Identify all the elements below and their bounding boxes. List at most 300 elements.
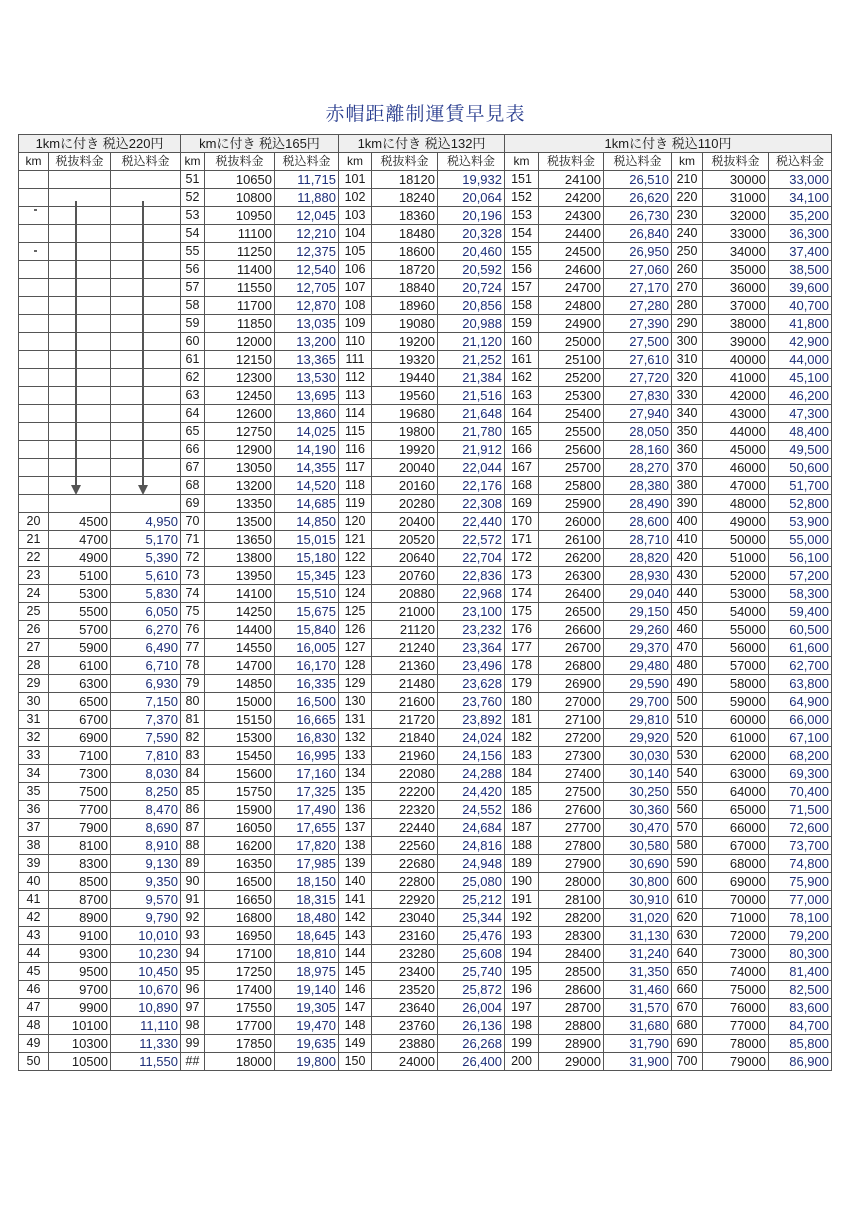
incl-tax-header: 税込料金 — [769, 153, 832, 171]
pre-tax-cell: 5100 — [49, 567, 111, 585]
incl-tax-cell: 27,720 — [604, 369, 672, 387]
table-row — [19, 855, 832, 873]
pre-tax-cell: 14550 — [205, 639, 275, 657]
table-row — [19, 783, 832, 801]
km-cell: 72 — [181, 549, 205, 567]
pre-tax-cell: 24200 — [539, 189, 604, 207]
km-cell: 119 — [339, 495, 372, 513]
km-cell: 92 — [181, 909, 205, 927]
km-cell: 25 — [19, 603, 49, 621]
incl-tax-cell: 25,872 — [438, 981, 505, 999]
km-cell: 174 — [505, 585, 539, 603]
pre-tax-cell: 14100 — [205, 585, 275, 603]
pre-tax-cell: 23280 — [372, 945, 438, 963]
pre-tax-header: 税抜料金 — [205, 153, 275, 171]
pre-tax-cell: 10300 — [49, 1035, 111, 1053]
km-cell: 73 — [181, 567, 205, 585]
incl-tax-cell: 30,360 — [604, 801, 672, 819]
incl-tax-cell: 79,200 — [769, 927, 832, 945]
km-cell: 30 — [19, 693, 49, 711]
incl-tax-cell: 30,910 — [604, 891, 672, 909]
pre-tax-header: 税抜料金 — [49, 153, 111, 171]
incl-tax-cell: 26,950 — [604, 243, 672, 261]
km-cell: 530 — [672, 747, 703, 765]
incl-tax-cell: 11,330 — [111, 1035, 181, 1053]
km-cell: 410 — [672, 531, 703, 549]
km-cell: 68 — [181, 477, 205, 495]
pre-tax-cell: 68000 — [703, 855, 769, 873]
incl-tax-cell: 17,325 — [275, 783, 339, 801]
pre-tax-cell: 14400 — [205, 621, 275, 639]
km-cell: 133 — [339, 747, 372, 765]
km-cell: 280 — [672, 297, 703, 315]
km-cell: 145 — [339, 963, 372, 981]
km-cell: 79 — [181, 675, 205, 693]
incl-tax-cell: 23,100 — [438, 603, 505, 621]
pre-tax-cell: 20520 — [372, 531, 438, 549]
column-header-row — [19, 153, 832, 171]
incl-tax-cell: 26,510 — [604, 171, 672, 189]
pre-tax-cell: 36000 — [703, 279, 769, 297]
km-cell: 50 — [19, 1053, 49, 1071]
incl-tax-cell: 8,910 — [111, 837, 181, 855]
incl-tax-cell: 27,940 — [604, 405, 672, 423]
pre-tax-cell: 28800 — [539, 1017, 604, 1035]
table-row — [19, 567, 832, 585]
incl-tax-cell: 29,920 — [604, 729, 672, 747]
pre-tax-cell: 25500 — [539, 423, 604, 441]
pre-tax-cell: 60000 — [703, 711, 769, 729]
incl-tax-cell: 59,400 — [769, 603, 832, 621]
pre-tax-cell: 51000 — [703, 549, 769, 567]
km-cell: 162 — [505, 369, 539, 387]
incl-tax-cell: 27,170 — [604, 279, 672, 297]
incl-tax-cell: 29,810 — [604, 711, 672, 729]
incl-tax-cell: 11,880 — [275, 189, 339, 207]
km-cell: 200 — [505, 1053, 539, 1071]
km-cell: 390 — [672, 495, 703, 513]
table-row — [19, 369, 832, 387]
km-cell: 130 — [339, 693, 372, 711]
incl-tax-cell: 70,400 — [769, 783, 832, 801]
pre-tax-cell: 24100 — [539, 171, 604, 189]
km-cell: 450 — [672, 603, 703, 621]
km-cell: 70 — [181, 513, 205, 531]
km-cell: 147 — [339, 999, 372, 1017]
pre-tax-cell: 71000 — [703, 909, 769, 927]
incl-tax-cell: 6,270 — [111, 621, 181, 639]
km-cell: 181 — [505, 711, 539, 729]
pre-tax-cell: 76000 — [703, 999, 769, 1017]
pre-tax-cell: 26600 — [539, 621, 604, 639]
incl-tax-cell: 8,690 — [111, 819, 181, 837]
incl-tax-cell — [111, 495, 181, 513]
incl-tax-cell: 7,370 — [111, 711, 181, 729]
km-cell — [19, 333, 49, 351]
pre-tax-cell: 49000 — [703, 513, 769, 531]
pre-tax-cell: 13800 — [205, 549, 275, 567]
pre-tax-cell: 19200 — [372, 333, 438, 351]
km-cell: 31 — [19, 711, 49, 729]
km-cell: 43 — [19, 927, 49, 945]
incl-tax-cell: 24,948 — [438, 855, 505, 873]
incl-tax-cell: 21,648 — [438, 405, 505, 423]
km-cell: 350 — [672, 423, 703, 441]
pre-tax-cell: 24300 — [539, 207, 604, 225]
incl-tax-cell: 26,620 — [604, 189, 672, 207]
incl-tax-cell: 69,300 — [769, 765, 832, 783]
km-cell: 170 — [505, 513, 539, 531]
km-cell: 32 — [19, 729, 49, 747]
incl-tax-cell — [111, 333, 181, 351]
km-cell: 193 — [505, 927, 539, 945]
pre-tax-cell: 16200 — [205, 837, 275, 855]
pre-tax-cell: 15150 — [205, 711, 275, 729]
km-cell: 460 — [672, 621, 703, 639]
incl-tax-cell: 20,988 — [438, 315, 505, 333]
pre-tax-cell: 18960 — [372, 297, 438, 315]
km-cell: 177 — [505, 639, 539, 657]
incl-tax-cell: 67,100 — [769, 729, 832, 747]
pre-tax-cell: 25100 — [539, 351, 604, 369]
km-cell: 55 — [181, 243, 205, 261]
pre-tax-cell: 70000 — [703, 891, 769, 909]
km-cell: 186 — [505, 801, 539, 819]
km-cell: 400 — [672, 513, 703, 531]
km-cell: 290 — [672, 315, 703, 333]
pre-tax-cell: 27900 — [539, 855, 604, 873]
pre-tax-cell: 28400 — [539, 945, 604, 963]
km-cell: 168 — [505, 477, 539, 495]
km-cell: 500 — [672, 693, 703, 711]
km-cell: 165 — [505, 423, 539, 441]
km-cell — [19, 495, 49, 513]
incl-tax-cell: 5,390 — [111, 549, 181, 567]
km-cell: 250 — [672, 243, 703, 261]
incl-tax-cell: 18,810 — [275, 945, 339, 963]
pre-tax-cell: 23640 — [372, 999, 438, 1017]
incl-tax-cell: 27,500 — [604, 333, 672, 351]
pre-tax-cell: 7900 — [49, 819, 111, 837]
pre-tax-cell: 11550 — [205, 279, 275, 297]
incl-tax-cell: 35,200 — [769, 207, 832, 225]
pre-tax-cell: 48000 — [703, 495, 769, 513]
incl-tax-cell: 20,724 — [438, 279, 505, 297]
pre-tax-header: 税抜料金 — [703, 153, 769, 171]
incl-tax-cell: 31,460 — [604, 981, 672, 999]
incl-tax-cell: 51,700 — [769, 477, 832, 495]
incl-tax-cell — [111, 351, 181, 369]
incl-tax-cell: 24,816 — [438, 837, 505, 855]
incl-tax-cell — [111, 279, 181, 297]
km-cell: 490 — [672, 675, 703, 693]
pre-tax-cell: 8500 — [49, 873, 111, 891]
km-cell: 159 — [505, 315, 539, 333]
km-cell: 51 — [181, 171, 205, 189]
pre-tax-cell: 57000 — [703, 657, 769, 675]
pre-tax-cell: 65000 — [703, 801, 769, 819]
pre-tax-cell: 20640 — [372, 549, 438, 567]
pre-tax-cell: 21000 — [372, 603, 438, 621]
km-cell — [19, 369, 49, 387]
km-cell: 40 — [19, 873, 49, 891]
incl-tax-cell: 26,136 — [438, 1017, 505, 1035]
pre-tax-cell: 11700 — [205, 297, 275, 315]
km-cell: 630 — [672, 927, 703, 945]
incl-tax-cell: 82,500 — [769, 981, 832, 999]
pre-tax-cell: 43000 — [703, 405, 769, 423]
km-cell: 136 — [339, 801, 372, 819]
pre-tax-cell — [49, 315, 111, 333]
incl-tax-cell: 12,375 — [275, 243, 339, 261]
pre-tax-cell: 8100 — [49, 837, 111, 855]
incl-tax-cell: 4,950 — [111, 513, 181, 531]
table-row — [19, 711, 832, 729]
incl-tax-cell: 24,288 — [438, 765, 505, 783]
pre-tax-header: 税抜料金 — [372, 153, 438, 171]
incl-tax-cell: 56,100 — [769, 549, 832, 567]
km-cell: 22 — [19, 549, 49, 567]
pre-tax-cell: 19680 — [372, 405, 438, 423]
pre-tax-cell: 10950 — [205, 207, 275, 225]
pre-tax-cell — [49, 207, 111, 225]
km-cell: 189 — [505, 855, 539, 873]
km-cell: 158 — [505, 297, 539, 315]
incl-tax-cell: 28,270 — [604, 459, 672, 477]
pre-tax-cell: 27300 — [539, 747, 604, 765]
table-row — [19, 333, 832, 351]
incl-tax-cell: 38,500 — [769, 261, 832, 279]
pre-tax-cell: 23760 — [372, 1017, 438, 1035]
incl-tax-cell: 14,850 — [275, 513, 339, 531]
table-row — [19, 495, 832, 513]
km-cell: 590 — [672, 855, 703, 873]
incl-tax-cell: 9,350 — [111, 873, 181, 891]
incl-tax-cell — [111, 459, 181, 477]
km-cell: 163 — [505, 387, 539, 405]
incl-tax-cell: 21,516 — [438, 387, 505, 405]
pre-tax-cell: 26200 — [539, 549, 604, 567]
km-cell: 23 — [19, 567, 49, 585]
km-cell — [19, 171, 49, 189]
km-cell — [19, 261, 49, 279]
km-cell: 151 — [505, 171, 539, 189]
incl-tax-cell: 24,552 — [438, 801, 505, 819]
incl-tax-cell: 62,700 — [769, 657, 832, 675]
km-cell: 121 — [339, 531, 372, 549]
pre-tax-cell: 78000 — [703, 1035, 769, 1053]
incl-tax-cell: 30,030 — [604, 747, 672, 765]
incl-tax-header: 税込料金 — [275, 153, 339, 171]
incl-tax-cell: 23,628 — [438, 675, 505, 693]
down-arrow-icon — [71, 485, 81, 495]
pre-tax-cell — [49, 243, 111, 261]
pre-tax-cell: 27400 — [539, 765, 604, 783]
incl-tax-cell: 41,800 — [769, 315, 832, 333]
pre-tax-cell: 13200 — [205, 477, 275, 495]
table-row — [19, 315, 832, 333]
incl-tax-cell: 77,000 — [769, 891, 832, 909]
km-cell: 166 — [505, 441, 539, 459]
pre-tax-cell: 15450 — [205, 747, 275, 765]
km-cell: 370 — [672, 459, 703, 477]
incl-tax-cell: 75,900 — [769, 873, 832, 891]
incl-tax-cell: 17,160 — [275, 765, 339, 783]
km-cell: 20 — [19, 513, 49, 531]
pre-tax-cell: 54000 — [703, 603, 769, 621]
pre-tax-cell: 23880 — [372, 1035, 438, 1053]
incl-tax-cell: 16,995 — [275, 747, 339, 765]
km-cell: 80 — [181, 693, 205, 711]
pre-tax-cell: 22080 — [372, 765, 438, 783]
km-cell: 128 — [339, 657, 372, 675]
table-row — [19, 387, 832, 405]
incl-tax-cell: 28,930 — [604, 567, 672, 585]
table-row — [19, 945, 832, 963]
pre-tax-cell: 45000 — [703, 441, 769, 459]
km-cell: 172 — [505, 549, 539, 567]
pre-tax-cell: 63000 — [703, 765, 769, 783]
pre-tax-cell: 7500 — [49, 783, 111, 801]
incl-tax-cell: 19,470 — [275, 1017, 339, 1035]
pre-tax-cell: 4900 — [49, 549, 111, 567]
incl-tax-cell: 8,030 — [111, 765, 181, 783]
incl-tax-cell: 28,160 — [604, 441, 672, 459]
table-row — [19, 585, 832, 603]
km-cell: 26 — [19, 621, 49, 639]
pre-tax-cell: 17700 — [205, 1017, 275, 1035]
incl-tax-cell: 10,010 — [111, 927, 181, 945]
km-cell: 83 — [181, 747, 205, 765]
km-cell: 65 — [181, 423, 205, 441]
pre-tax-cell: 16500 — [205, 873, 275, 891]
pre-tax-cell — [49, 297, 111, 315]
incl-tax-cell: 53,900 — [769, 513, 832, 531]
pre-tax-cell: 15000 — [205, 693, 275, 711]
incl-tax-cell — [111, 189, 181, 207]
km-cell: 85 — [181, 783, 205, 801]
incl-tax-cell: 13,695 — [275, 387, 339, 405]
km-cell: 27 — [19, 639, 49, 657]
km-cell: 680 — [672, 1017, 703, 1035]
km-cell: 112 — [339, 369, 372, 387]
pre-tax-cell: 9300 — [49, 945, 111, 963]
table-row — [19, 837, 832, 855]
km-cell: 93 — [181, 927, 205, 945]
km-cell: 570 — [672, 819, 703, 837]
pre-tax-cell: 25000 — [539, 333, 604, 351]
incl-tax-cell: 68,200 — [769, 747, 832, 765]
table-row — [19, 963, 832, 981]
pre-tax-cell: 20880 — [372, 585, 438, 603]
km-cell: 28 — [19, 657, 49, 675]
pre-tax-cell: 31000 — [703, 189, 769, 207]
km-cell: 52 — [181, 189, 205, 207]
pre-tax-cell: 19920 — [372, 441, 438, 459]
km-cell: 53 — [181, 207, 205, 225]
table-row — [19, 225, 832, 243]
incl-tax-header: 税込料金 — [604, 153, 672, 171]
table-row — [19, 171, 832, 189]
km-cell: 180 — [505, 693, 539, 711]
km-cell: 144 — [339, 945, 372, 963]
incl-tax-cell: 83,600 — [769, 999, 832, 1017]
pre-tax-cell: 24500 — [539, 243, 604, 261]
km-cell: 86 — [181, 801, 205, 819]
pre-tax-cell: 24800 — [539, 297, 604, 315]
pre-tax-cell: 18720 — [372, 261, 438, 279]
pre-tax-cell: 15300 — [205, 729, 275, 747]
km-cell: 138 — [339, 837, 372, 855]
pre-tax-cell: 12300 — [205, 369, 275, 387]
table-row — [19, 423, 832, 441]
incl-tax-cell: 24,024 — [438, 729, 505, 747]
incl-tax-cell: 24,156 — [438, 747, 505, 765]
table-row — [19, 909, 832, 927]
incl-tax-cell: 36,300 — [769, 225, 832, 243]
scan-speck — [34, 209, 37, 211]
incl-tax-cell: 64,900 — [769, 693, 832, 711]
km-header: km — [19, 153, 49, 171]
pre-tax-cell: 26700 — [539, 639, 604, 657]
pre-tax-cell: 20760 — [372, 567, 438, 585]
incl-tax-cell: 17,820 — [275, 837, 339, 855]
incl-tax-cell: 28,820 — [604, 549, 672, 567]
pre-tax-cell: 7100 — [49, 747, 111, 765]
incl-tax-header: 税込料金 — [111, 153, 181, 171]
pre-tax-cell — [49, 333, 111, 351]
incl-tax-cell: 14,190 — [275, 441, 339, 459]
incl-tax-cell: 7,150 — [111, 693, 181, 711]
km-cell: 122 — [339, 549, 372, 567]
km-cell: 132 — [339, 729, 372, 747]
table-row — [19, 765, 832, 783]
incl-tax-cell: 21,912 — [438, 441, 505, 459]
km-cell: 135 — [339, 783, 372, 801]
km-cell: 175 — [505, 603, 539, 621]
table-row — [19, 873, 832, 891]
incl-tax-cell: 22,044 — [438, 459, 505, 477]
pre-tax-cell: 16950 — [205, 927, 275, 945]
incl-tax-cell: 26,004 — [438, 999, 505, 1017]
incl-tax-cell: 6,710 — [111, 657, 181, 675]
table-row — [19, 657, 832, 675]
pre-tax-cell: 61000 — [703, 729, 769, 747]
km-cell: 161 — [505, 351, 539, 369]
incl-tax-cell — [111, 387, 181, 405]
incl-tax-cell: 50,600 — [769, 459, 832, 477]
km-cell: 105 — [339, 243, 372, 261]
pre-tax-cell: 18120 — [372, 171, 438, 189]
table-row — [19, 891, 832, 909]
km-cell — [19, 279, 49, 297]
incl-tax-cell: 15,675 — [275, 603, 339, 621]
pre-tax-cell: 46000 — [703, 459, 769, 477]
pre-tax-cell: 11100 — [205, 225, 275, 243]
km-cell: 66 — [181, 441, 205, 459]
pre-tax-cell: 25300 — [539, 387, 604, 405]
pre-tax-cell: 16800 — [205, 909, 275, 927]
pre-tax-cell: 16050 — [205, 819, 275, 837]
incl-tax-cell: 29,040 — [604, 585, 672, 603]
km-cell: 620 — [672, 909, 703, 927]
incl-tax-cell: 14,520 — [275, 477, 339, 495]
incl-tax-cell: 25,212 — [438, 891, 505, 909]
incl-tax-cell: 19,305 — [275, 999, 339, 1017]
pre-tax-cell: 30000 — [703, 171, 769, 189]
km-cell: 34 — [19, 765, 49, 783]
km-cell: 240 — [672, 225, 703, 243]
